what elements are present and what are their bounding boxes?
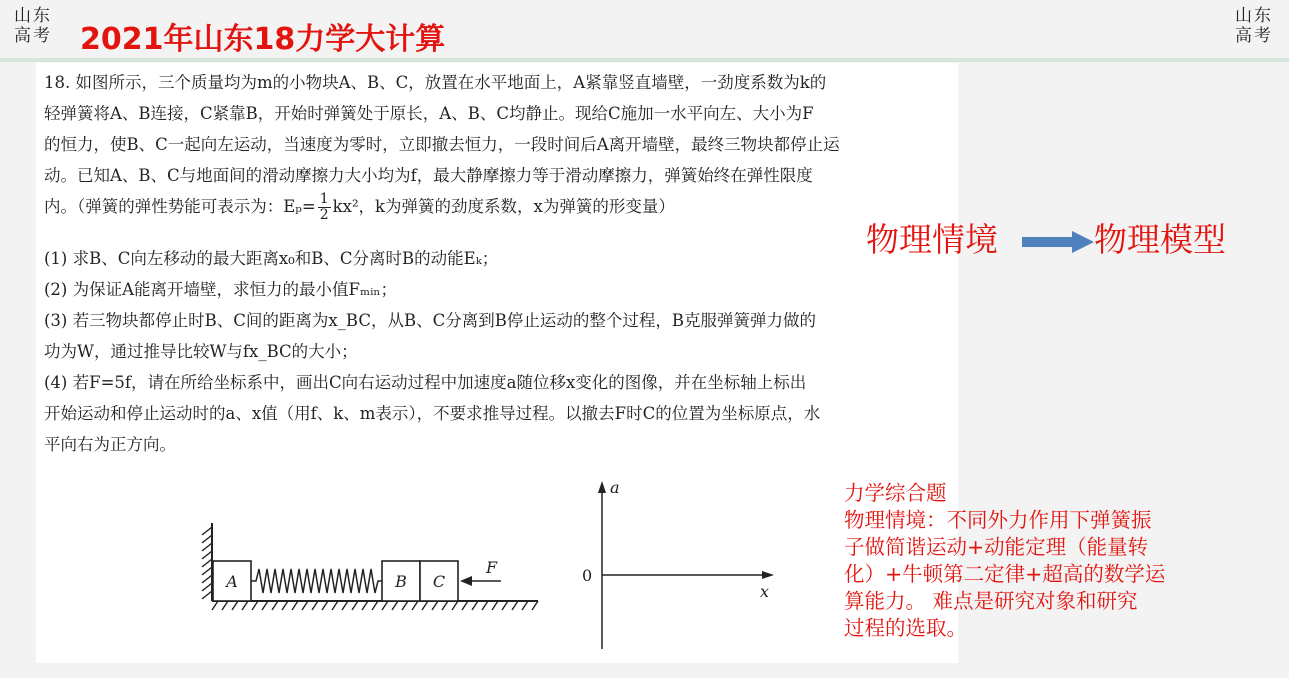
origin-label: 0 — [582, 566, 593, 585]
fraction — [318, 192, 331, 223]
spring — [251, 569, 382, 593]
block-a-label: A — [226, 572, 238, 591]
spring-block-figure — [196, 515, 546, 625]
header-rule — [0, 58, 1289, 62]
arrow-head — [1072, 231, 1094, 253]
x-axis-arrow — [762, 571, 774, 579]
comment-line: 化）+牛顿第二定律+超高的数学运 — [844, 562, 1166, 586]
logo-line1: 山东 — [1235, 6, 1273, 26]
question-4-line1: (4) 若F=5f，请在所给坐标系中，画出C向右运动过程中加速度a随位移x变化的图像，并在坐标轴上标出 — [44, 373, 807, 392]
problem-stem — [44, 67, 949, 223]
comment-line: 子做简谐运动+动能定理（能量转 — [844, 535, 1149, 559]
logo-right — [1229, 6, 1279, 54]
annotation-left: 物理情境 — [866, 220, 998, 259]
logo-line2: 高考 — [1235, 26, 1273, 46]
problem-document — [36, 63, 958, 663]
right-arrow-icon — [1022, 230, 1094, 254]
comment-line: 力学综合题 — [844, 481, 947, 505]
coordinate-axes — [574, 477, 784, 657]
formula-prefix: 内。（弹簧的弹性势能可表示为：Eₚ= — [44, 197, 316, 216]
comment-line: 物理情境：不同外力作用下弹簧振 — [844, 508, 1152, 532]
comment-line: 过程的选取。 — [844, 616, 967, 640]
questions — [44, 243, 949, 460]
floor-hatch — [212, 601, 538, 610]
force-arrow-head — [460, 576, 472, 586]
fraction-numerator: 1 — [319, 191, 329, 207]
comment-block — [844, 480, 1264, 642]
logo-line1: 山东 — [14, 6, 52, 26]
stem-line: 动。已知A、B、C与地面间的滑动摩擦力大小均为f，最大静摩擦力等于滑动摩擦力，弹簧始终在弹性限度 — [44, 166, 813, 185]
annotation-right: 物理模型 — [1094, 220, 1226, 259]
formula-suffix: kx²，k为弹簧的劲度系数，x为弹簧的形变量） — [332, 197, 675, 216]
page-title: 2021年山东18力学大计算 — [80, 22, 446, 57]
fraction-denominator: 2 — [319, 207, 329, 223]
arrow-shaft — [1022, 237, 1074, 247]
y-axis-label: a — [610, 478, 620, 497]
question-3-line2: 功为W，通过推导比较W与fx_BC的大小； — [44, 342, 358, 361]
stem-line-formula — [44, 191, 949, 223]
block-c-label: C — [432, 572, 446, 591]
wall-hatch — [202, 527, 212, 599]
question-2: (2) 为保证A能离开墙壁，求恒力的最小值Fₘᵢₙ； — [44, 280, 398, 299]
stem-line: 的恒力，使B、C一起向左运动，当速度为零时，立即撤去恒力，一段时间后A离开墙壁，最终三物块都停止运 — [44, 135, 840, 154]
stem-line: 18. 如图所示，三个质量均为m的小物块A、B、C，放置在水平地面上，A紧靠竖直墙壁，一劲度系数为k的 — [44, 73, 827, 92]
question-4-line2: 开始运动和停止运动时的a、x值（用f、k、m表示），不要求推导过程。以撤去F时C的位置为坐标原点，水 — [44, 404, 821, 423]
question-4-line3: 平向右为正方向。 — [44, 435, 176, 454]
force-label: F — [486, 558, 498, 577]
comment-line: 算能力。 难点是研究对象和研究 — [844, 589, 1138, 613]
y-axis-arrow — [598, 481, 606, 493]
question-3-line1: (3) 若三物块都停止时B、C间的距离为x_BC，从B、C分离到B停止运动的整个过程，B克服弹簧弹力做的 — [44, 311, 816, 330]
question-1: (1) 求B、C向左移动的最大距离x₀和B、C分离时B的动能Eₖ； — [44, 249, 499, 268]
stem-line: 轻弹簧将A、B连接，C紧靠B，开始时弹簧处于原长，A、B、C均静止。现给C施加一水平向左、大小为F — [44, 104, 814, 123]
block-b-label: B — [395, 572, 407, 591]
x-axis-label: x — [760, 582, 770, 601]
logo-left — [8, 6, 58, 54]
logo-line2: 高考 — [14, 26, 52, 46]
